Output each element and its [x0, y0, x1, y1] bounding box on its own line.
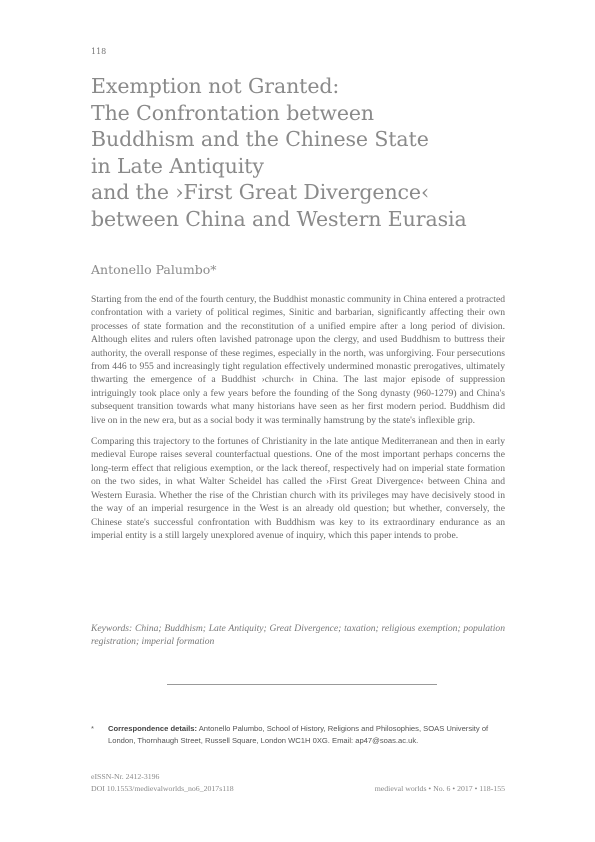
title-line: between China and Western Eurasia	[91, 206, 467, 231]
footnote-label: Correspondence details:	[108, 724, 198, 733]
footer-issn: eISSN-Nr. 2412-3196	[91, 772, 160, 781]
footnote-body: Antonello Palumbo, School of History, Religions and Philosophies, SOAS University of London, Thornhaugh Street, Russell Square, London WC1H 0XG. Email: ap47@soas.ac.uk.	[108, 724, 489, 745]
footer-journal: medieval worlds • No. 6 • 2017 • 118-155	[374, 784, 505, 793]
title-line: Buddhism and the Chinese State	[91, 127, 429, 151]
article-title	[91, 73, 561, 232]
footnote	[91, 723, 505, 746]
title-line: in Late Antiquity	[91, 153, 264, 178]
title-line: The Confrontation between	[91, 100, 375, 125]
footer-doi: DOI 10.1553/medievalworlds_no6_2017s118	[91, 784, 234, 793]
footnote-text	[108, 723, 505, 746]
abstract-paragraph: Starting from the end of the fourth century, the Buddhist monastic community in China entered a protracted confrontation with a variety of political regimes, Sinitic and barbarian, significantly affecting their own processes of state formation and the reconstitution of a unified empire after a long period of division. Although elites and rulers often lavished patronage upon the clergy, and used Buddhism to buttress their authority, the overall response of these regimes, especially in the north, was unforgiving. Four persecutions from 446 to 955 and increasingly tight regulation effectively undermined monastic prerogatives, ultimately thwarting the emergence of a Buddhist ›church‹ in China. The last major episode of suppression intriguingly took place only a few years before the founding of the Song dynasty (960-1279) and China's subsequent transition towards what many historians have seen as her first modern period. Buddhism did live on in the new era, but as a social body it was terminally hamstrung by the state's inflexible grip.	[91, 294, 505, 426]
page-number: 118	[91, 47, 107, 56]
keywords: Keywords: China; Buddhism; Late Antiquity; Great Divergence; taxation; religious exemption; population registration; imperial formation	[91, 623, 505, 648]
title-line: Exemption not Granted:	[91, 74, 340, 98]
title-line: and the ›First Great Divergence‹	[91, 180, 430, 204]
abstract	[91, 293, 505, 550]
author-name: Antonello Palumbo*	[91, 262, 217, 277]
footnote-divider	[167, 684, 437, 685]
footer-left	[91, 771, 234, 795]
abstract-paragraph: Comparing this trajectory to the fortunes of Christianity in the late antique Mediterranean and then in early medieval Europe raises several counterfactual questions. One of the most important perhaps concerns the long-term effect that religious exemption, or the lack thereof, respectively had on imperial state formation on the two sides, in what Walter Scheidel has called the ›First Great Divergence‹ between China and Western Eurasia. Whether the rise of the Christian church with its privileges may have decisively stood in the way of an imperial resurgence in the West is an already old question; but whether, conversely, the Chinese state's successful confrontation with Buddhism was key to its extraordinary endurance as an imperial entity is a still largely unexplored avenue of inquiry, which this paper intends to probe.	[91, 436, 505, 541]
footnote-mark: *	[91, 724, 94, 733]
